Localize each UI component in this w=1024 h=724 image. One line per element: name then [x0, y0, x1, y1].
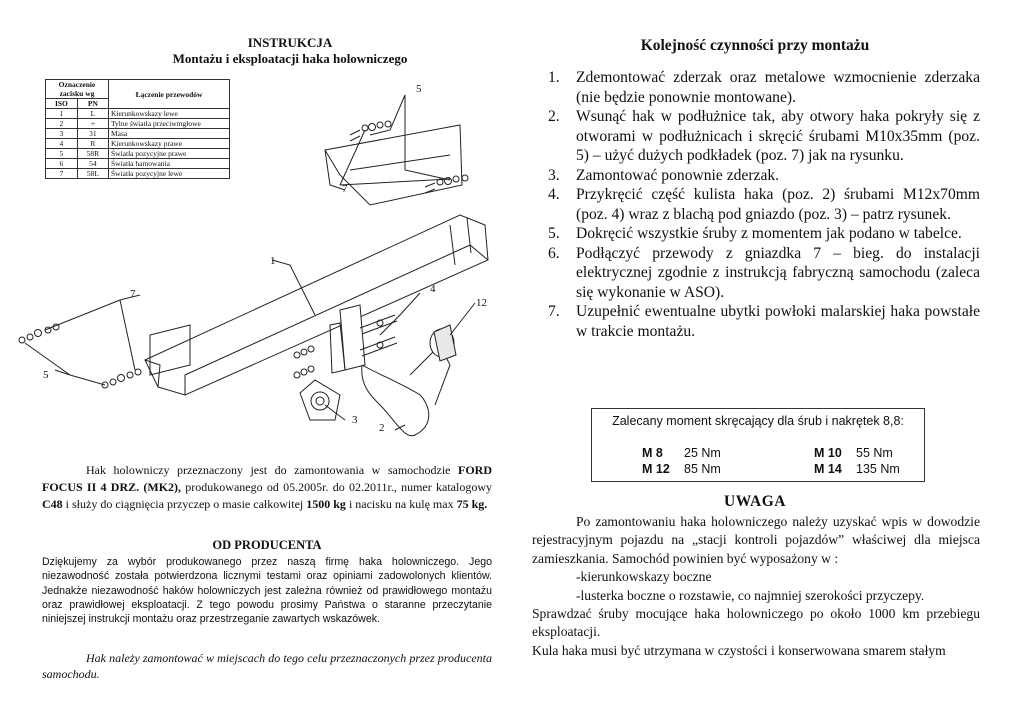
- table-row: 4 R Kierunkowskazy prawe: [46, 139, 230, 149]
- wire-connection-table: [45, 79, 230, 179]
- warning-paragraph-1: Po zamontowaniu haka holowniczego należy uzyskać wpis w dowodzie rejestracyjnym pojazdu na „stacji kontroli pojazdów” właściwej dla miejsca zamieszkania. Samochód powinien być wyposażony w :: [532, 514, 980, 566]
- list-item: 6. Podłączyć przewody z gniazdka 7 – bieg. do instalacji elektrycznej zgodnie z instrukcją fabryczną samochodu (zaleca się wykonanie w ASO).: [548, 244, 980, 301]
- warning-paragraph-2: Sprawdzać śruby mocujące haka holowniczego po około 1000 km przebiegu eksploatacji.: [532, 606, 980, 640]
- fasteners-middle: [294, 346, 314, 378]
- list-item: 5. Dokręcić wszystkie śruby z momentem jak podano w tabelce.: [548, 225, 962, 242]
- instruction-title: [150, 35, 430, 67]
- torque-m10: M 10 55 Nm: [814, 446, 893, 460]
- table-row: 3 31 Masa: [46, 129, 230, 139]
- list-item: 2. Wsunąć hak w podłużnice tak, aby otwory haka pokryły się z otworami w podłużnicach i skręcić śrubami M10x35mm (poz. 5) – użyć dużych podkładek (poz. 7) jak na rysunku.: [548, 108, 980, 164]
- torque-caption: Zalecany moment skręcający dla śrub i nakrętek 8,8:: [612, 414, 904, 428]
- max-mass: 1500 kg: [306, 497, 346, 511]
- list-item: 7. Uzupełnić ewentualne ubytki powłoki malarskiej haka powstałe w trakcie montażu.: [548, 303, 980, 340]
- title-line-2: Montażu i eksploatacji haka holowniczego: [172, 51, 408, 66]
- label-5-left: 5: [43, 369, 49, 381]
- car-model: FORD FOCUS II 4 DRZ. (MK2),: [42, 463, 492, 494]
- label-4: 4: [430, 283, 436, 295]
- torque-m8: M 8 25 Nm: [642, 446, 721, 460]
- final-note: Hak należy zamontować w miejscach do tego celu przeznaczonych przez producenta samochodu.: [42, 651, 492, 681]
- assembly-steps-list: [528, 68, 980, 341]
- label-5-top: 5: [416, 83, 422, 95]
- list-item: 4. Przykręcić część kulista haka (poz. 2) śrubami M12x70mm (poz. 4) wraz z blachą pod gniazdo (poz. 3) – patrz rysunek.: [548, 186, 980, 223]
- wire-table-header-marking: Oznaczenie zacisku wg: [46, 80, 109, 99]
- label-3: 3: [352, 414, 358, 426]
- fasteners-left: [19, 324, 141, 388]
- warning-item-2: -lusterka boczne o rozstawie, co najmniej szerokości przyczepy.: [576, 587, 925, 603]
- label-2: 2: [379, 422, 385, 434]
- torque-table: [591, 408, 925, 482]
- label-7-top: 7: [342, 183, 348, 195]
- wire-table-header-connection: Łączenie przewodów: [109, 80, 230, 109]
- catalog-number: C48: [42, 497, 63, 511]
- label-12: 12: [476, 297, 487, 309]
- table-row: 1 L Kierunkowskazy lewe: [46, 109, 230, 119]
- socket-plate: [300, 380, 340, 420]
- table-row: 7 58L Światła pozycyjne lewe: [46, 169, 230, 179]
- list-item: 1. Zdemontować zderzak oraz metalowe wzmocnienie zderzaka (nie będzie ponownie montowane).: [548, 69, 980, 106]
- title-line-1: INSTRUKCJA: [247, 35, 333, 50]
- list-item: 3. Zamontować ponownie zderzak.: [548, 166, 780, 184]
- bolts-4: [360, 315, 397, 356]
- producer-text: Dziękujemy za wybór produkowanego przez naszą firmę haka holowniczego. Jego niezawodność została potwierdzona licznymi testami oraz opiniami zadowolonych klientów. Jednakże niezawodność haków holowniczych jest zależna również od prawidłowego montażu oraz prawidłowej eksploatacji. Z tego powodu prosimy Państwa o staranne przeczytanie niniejszej instrukcji montażu oraz przestrzeganie zawartych wskazówek.: [42, 556, 492, 626]
- producer-heading: OD PRODUCENTA: [212, 538, 322, 552]
- max-load: 75 kg.: [456, 497, 488, 511]
- wire-table-col-iso: ISO: [46, 99, 78, 109]
- warning-body: [532, 513, 980, 660]
- warning-item-1: -kierunkowskazy boczne: [576, 569, 712, 585]
- intro-paragraph: Hak holowniczy przeznaczony jest do zamontowania w samochodzie FORD FOCUS II 4 DRZ. (MK2), produkowanego od 05.2005r. do 02.2011r., numer katalogowy C48 i służy do ciągnięcia przyczep o masie całkowitej 1500 kg i nacisku na kulę max 75 kg.: [42, 463, 493, 511]
- torque-m14: M 14 135 Nm: [814, 462, 900, 476]
- label-1: 1: [270, 255, 276, 267]
- torque-m12: M 12 85 Nm: [642, 462, 721, 476]
- label-7-left: 7: [130, 288, 136, 300]
- table-row: 2 + Tylne światła przeciwmgłowe: [46, 119, 230, 129]
- warning-title: UWAGA: [724, 493, 786, 510]
- assembly-steps-title: Kolejność czynności przy montażu: [640, 37, 870, 54]
- warning-paragraph-3: Kula haka musi być utrzymana w czystości i konserwowana smarem stałym: [532, 642, 946, 658]
- table-row: 5 58R Światła pozycyjne prawe: [46, 149, 230, 159]
- wire-table-col-pn: PN: [77, 99, 108, 109]
- table-row: 6 54 Światła hamowania: [46, 159, 230, 169]
